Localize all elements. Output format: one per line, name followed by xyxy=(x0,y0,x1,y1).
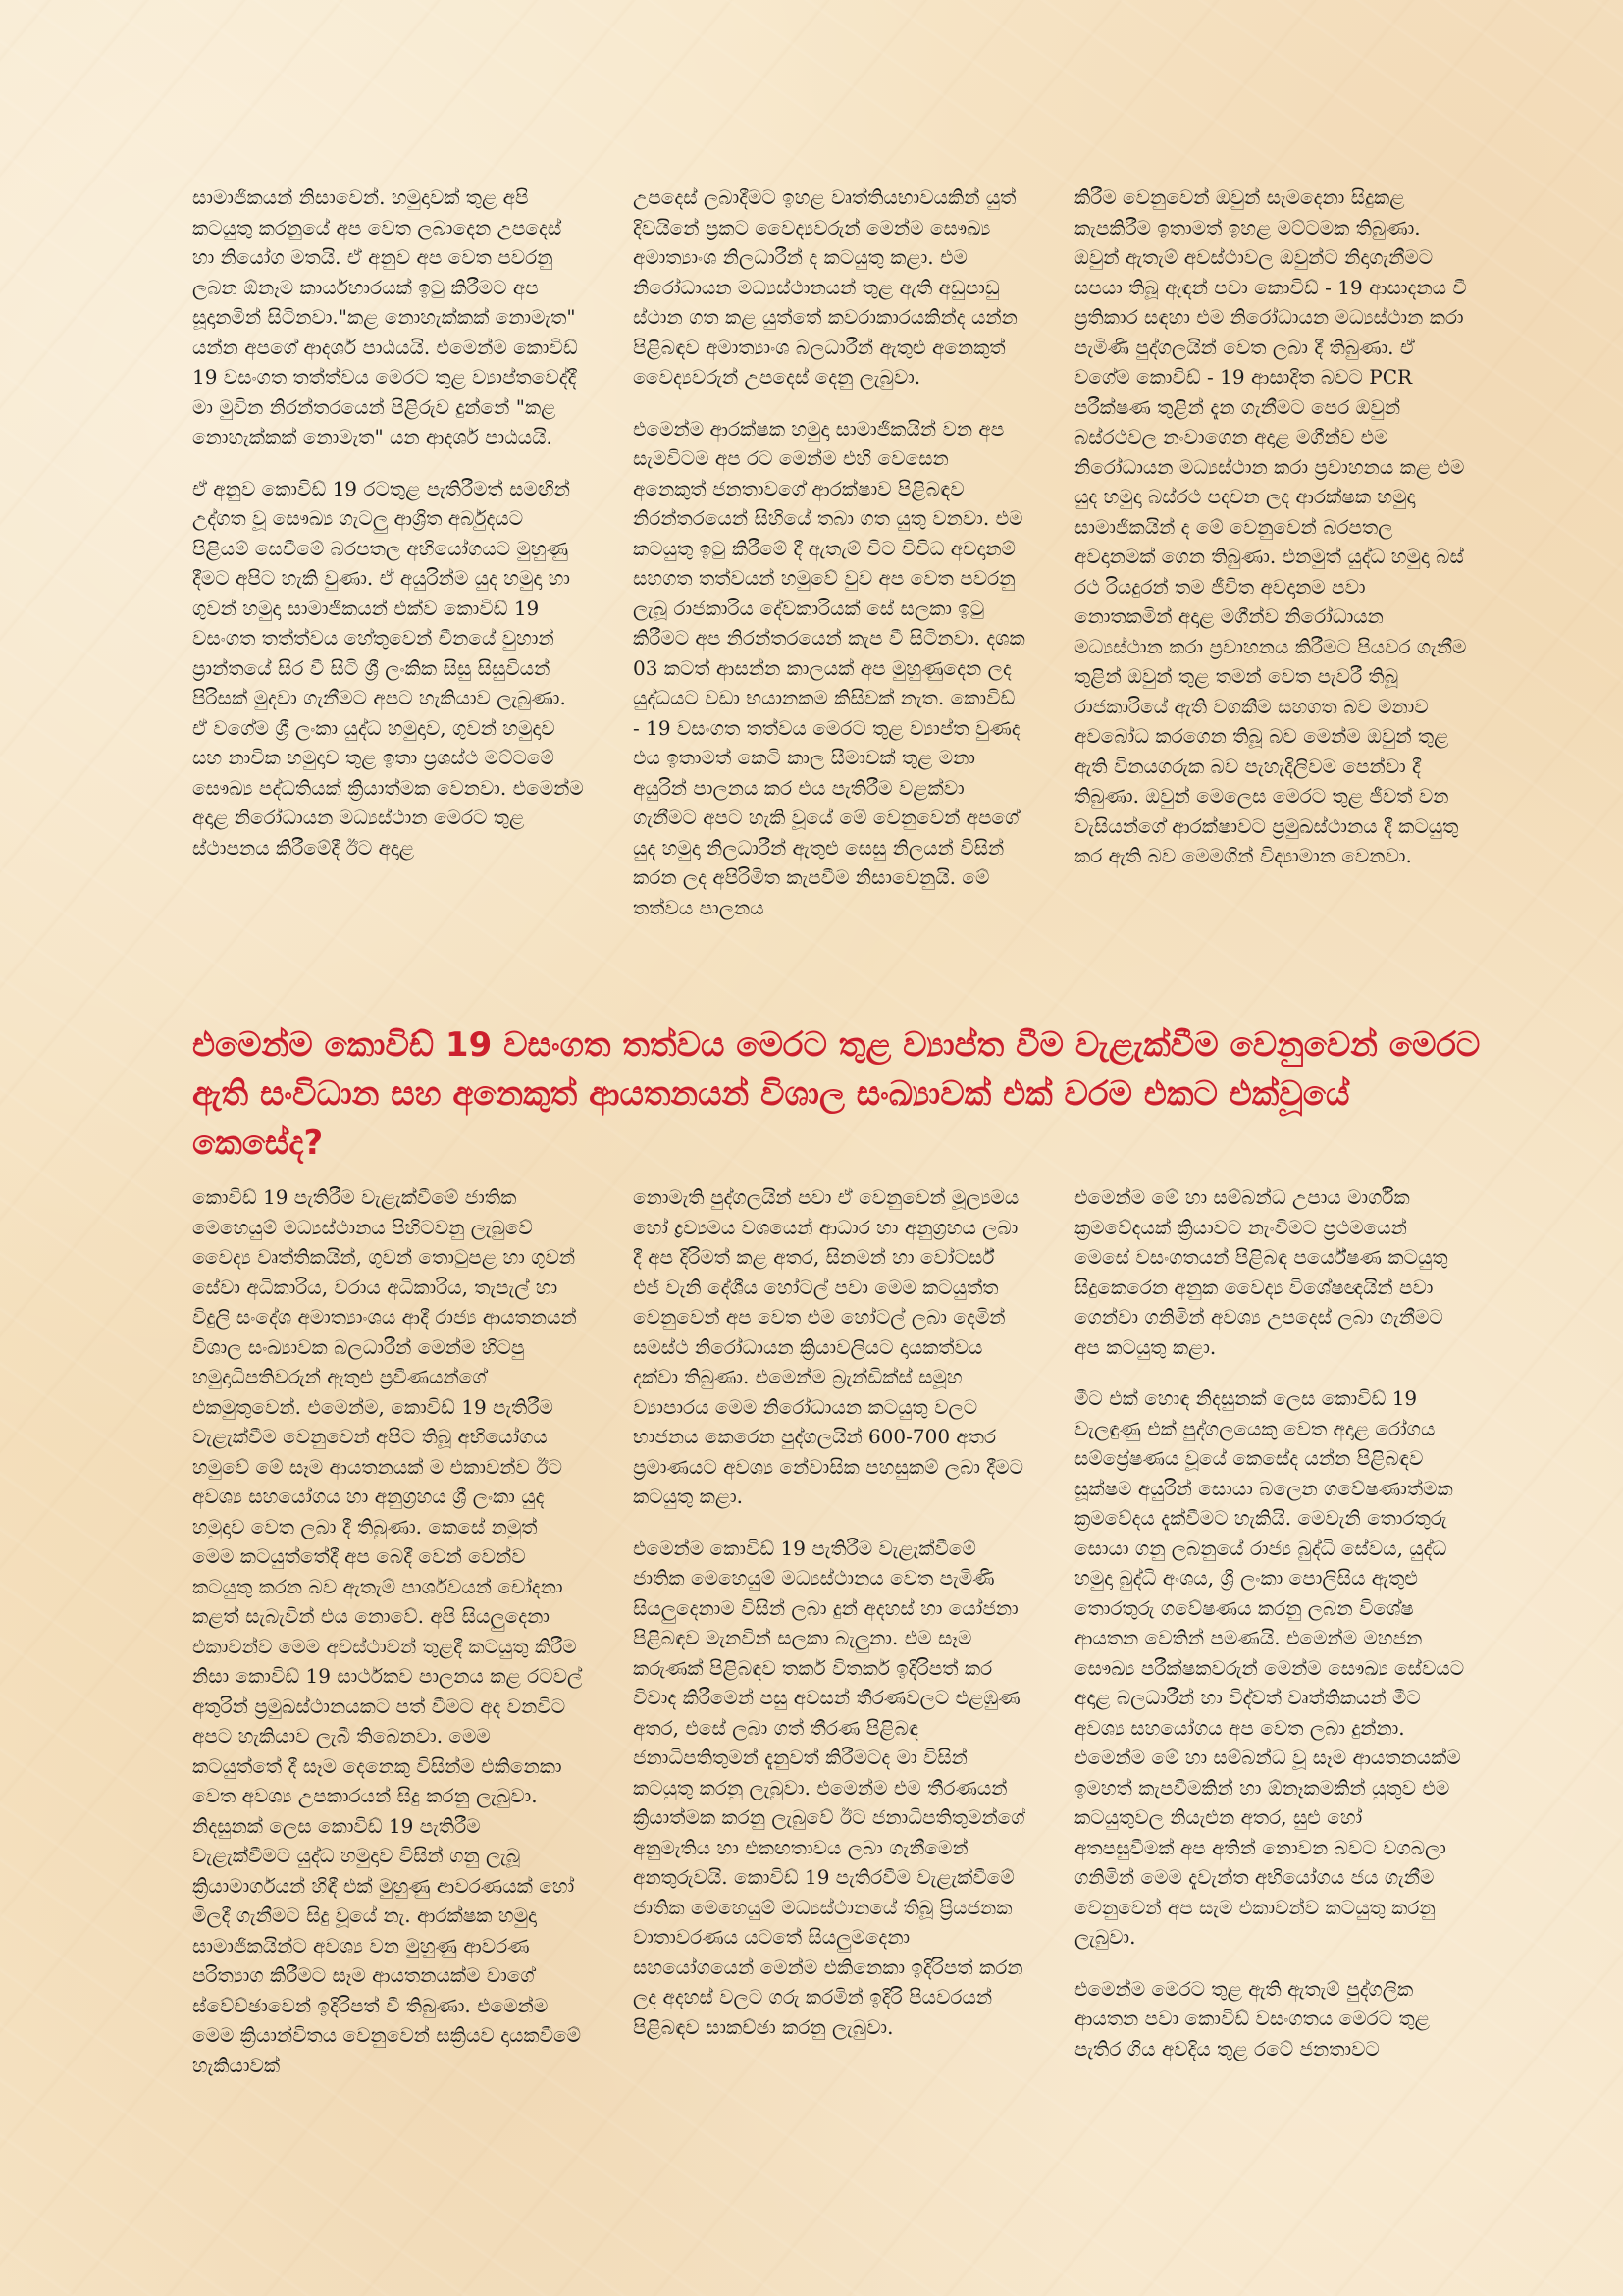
paragraph: උපදෙස් ලබාදීමට ඉහළ වෘත්තියභාවයකින් යුත් දිවයිනේ ප්‍රකට වෛද්‍යවරුන් මෙන්ම සෞඛ්‍ය අමාත්‍යාංශ නිලධාරීන් ද කටයුතු කළා. එම නිරෝධායන මධ්‍යස්ථානයන් තුළ ඇති අඩුපාඩු ස්ථාන ගත කළ යුත්තේ කවරාකාරයකින්ද යන්න පිළිබඳව අමාත්‍යාංශ බලධාරීන් ඇතුළු අනෙකුත් වෛද්‍යවරුන් උපදෙස් දෙනු ලැබුවා. xyxy=(633,185,1018,389)
bottom-column-1 xyxy=(192,1182,585,2164)
top-column-3 xyxy=(1074,183,1467,958)
paragraph: එමෙන්ම මේ හා සම්බන්ධ උපාය මාර්ගික ක්‍රමවේදයක් ක්‍රියාවට නැංවීමට ප්‍රථමයෙන් මෙසේ වසංගතයන් පිළිබඳ පර්යේෂණ කටයුතු සිදුකෙරෙන අනුක වෛද්‍ය විශේෂඥයින් පවා ගෙන්වා ගනිමින් අවශ්‍ය උපදෙස් ලබා ගැනීමට අප කටයුතු කළා. xyxy=(1074,1185,1448,1359)
paragraph: ඒ අනුව කොවිඩ් 19 රටතුළ පැතිරීමත් සමඟින් උද්ගත වූ සෞඛ්‍ය ගැටලු ආශ්‍රිත අර්බුදයට පිළියම් සෙවීමේ බරපතල අභියෝගයට මුහුණු දීමට අපිට හැකි වුණා. ඒ අයුරින්ම යුද හමුදා හා ගුවන් හමුදා සාමාජිකයන් එක්ව කොවිඩ් 19 වසංගත තත්ත්වය හේතුවෙන් චීනයේ වුහාන් ප්‍රාන්තයේ සිර වී සිටි ශ්‍රී ලංකික සිසු සිසුවියන් පිරිසක් මුදවා ගැනීමට අපට හැකියාව ලැබුණා. ඒ වගේම ශ්‍රී ලංකා යුද්ධ හමුදාව, ගුවන් හමුදාව සහ නාවික හමුදාව තුළ ඉතා ප්‍රශස්ථ මට්ටමේ සෞඛ්‍ය පද්ධතියක් ක්‍රියාත්මක වෙනවා. එමෙන්ම අදාළ නිරෝධායන මධ්‍යස්ථාන මෙරට තුළ ස්ථාපනය කිරීමේදී ඊට අදාළ xyxy=(192,476,584,860)
bottom-column-2 xyxy=(633,1182,1025,2164)
paragraph: මීට එක් හොඳ නිදසුනක් ලෙස කොවිඩ් 19 වැලඳුණු එක් පුද්ගලයෙකු වෙත අදාළ රෝගය සම්ප්‍රේෂණය වූයේ කෙසේද යන්න පිළිබඳව සූක්ෂම අයුරින් සොයා බලෙන ගවේෂණාත්මක ක්‍රමවේදය දැක්වීමට හැකියි. මෙවැනි තොරතුරු සොයා ගනු ලබනුයේ රාජ්‍ය බුද්ධි සේවය, යුද්ධ හමුදා බුද්ධි අංශය, ශ්‍රී ලංකා පොලිසිය ඇතුළු තොරතුරු ගවේෂණය කරනු ලබන විශේෂ ආයතන වෙතින් පමණයි. එමෙන්ම මහජන සෞඛ්‍ය පරීක්ෂකවරුන් මෙන්ම සෞඛ්‍ය සේවයට අදාළ බලධාරීන් හා විද්වත් වෘත්තිකයන් මීට අවශ්‍ය සහයෝගය අප වෙත ලබා දුන්නා. එමෙන්ම මේ හා සම්බන්ධ වූ සෑම ආයතනයක්ම ඉමහත් කැපවීමකින් හා ඕනෑකමකින් යුතුව එම කටයුතුවල නියැළුන අතර, සුළු හෝ අතපසුවීමක් අප අතින් නොවන බවට වගබලා ගනිමින් මෙම දැවැන්ත අභියෝගය ජය ගැනීම වෙනුවෙන් අප සැම එකාවන්ව කටයුතු කරනු ලැබුවා. xyxy=(1074,1386,1465,1949)
paragraph: එමෙන්ම ආරක්ෂක හමුදා සාමාජිකයින් වන අප සැමවිටම අප රට මෙන්ම එහි වෙසෙන අනෙකුත් ජනතාවගේ ආරක්ෂාව පිළිබඳව නිරන්තරයෙන් සිහියේ තබා ගත යුතු වනවා. එම කටයුතු ඉටු කිරීමේ දී ඇතැම් විට විවිධ අවදානම් සහගත තත්වයන් හමුවේ වුව අප වෙත පවරනු ලැබූ රාජකාරිය දේවකාරියක් සේ සලකා ඉටු කිරීමට අප නිරන්තරයෙන් කැප වී සිටිනවා. දශක 03 කටත් ආසන්න කාලයක් අප මුහුණුදෙන ලද යුද්ධයට වඩා භයානකම කිසිවක් නැත. කොවිඩ් - 19 වසංගත තත්වය මෙරට තුළ ව්‍යාප්ත වුණද එය ඉතාමත් කෙටි කාල සීමාවක් තුළ මනා අයුරින් පාලනය කර එය පැතිරීම වළක්වා ගැනීමට අපට හැකි වූයේ මේ වෙනුවෙන් අපගේ යුද හමුදා නිලධාරීන් ඇතුළු සෙසු නිලයන් විසින් කරන ලද අපිරිමිත කැපවීම නිසාවෙනුයි. මේ තත්වය පාලනය xyxy=(633,416,1025,919)
paragraph: එමෙන්ම කොවිඩ් 19 පැතිරීම වැළැක්වීමේ ජාතික මෙහෙයුම් මධ්‍යස්ථානය වෙත පැමිණි සියලුදෙනාම විසින් ලබා දුන් අදහස් හා යෝජනා පිළිබඳව මැනවින් සලකා බැලුනා. එම සෑම කරුණක් පිළිබඳව තර්ක විතර්ක ඉදිරිපත් කර විවාද කිරීමෙන් පසු අවසන් තීරණවලට එළඹුණ අතර, එසේ ලබා ගත් තීරණ පිළිබඳ ජනාධිපතිතුමන් දැනුවත් කිරීමටද මා විසින් කටයුතු කරනු ලැබුවා. එමෙන්ම එම තීරණයන් ක්‍රියාත්මක කරනු ලැබුවේ ඊට ජනාධිපතිතුමන්ගේ අනුමැතිය හා එකඟතාවය ලබා ගැනීමෙන් අනතුරුවයි. කොවිඩ් 19 පැතිරවීම වැළැක්වීමේ ජාතික මෙහෙයුම් මධ්‍යස්ථානයේ තිබූ ප්‍රියජනක වාතාවරණය යටතේ සියලුමදෙනා සහයෝගයෙන් මෙන්ම එකිනෙකා ඉදිරිපත් කරන ලද අදහස් වලට ගරු කරමින් ඉදිරි පියවරයන් පිළිබඳව සාකච්ඡා කරනු ලැබුවා. xyxy=(633,1536,1025,2039)
top-column-1 xyxy=(192,183,585,977)
paragraph: කොවිඩ් 19 පැතිරීම වැළැක්වීමේ ජාතික මෙහෙයුම් මධ්‍යස්ථානය පිහිටවනු ලැබුවේ වෛද්‍ය වෘත්තිකයින්, ගුවන් තොටුපළ හා ගුවන් සේවා අධිකාරිය, වරාය අධිකාරිය, තැපැල් හා විදුලි සංදේශ අමාත්‍යාංශය ආදී රාජ්‍ය ආයතනයන් විශාල සංඛ්‍යාවක බලධාරීන් මෙන්ම හිටපු හමුදාධිපතිවරුන් ඇතුළු ප්‍රවීණයන්ගේ එකමුතුවෙන්. එමෙන්ම, කොවිඩ් 19 පැතිරීම වැළැක්වීම වෙනුවෙන් අපිට තිබූ අභියෝගය හමුවේ මේ සෑම ආයතනයක් ම එකාවන්ව ඊට අවශ්‍ය සහයෝගය හා අනුග්‍රහය ශ්‍රී ලංකා යුද හමුදාව වෙත ලබා දී තිබුණා. කෙසේ නමුත් මෙම කටයුත්තේදී අප බෙදී වෙන් වෙන්ව කටයුතු කරන බව ඇතැම් පාර්ශවයන් චෝදනා කළත් සැබැවින් එය නොවේ. අපි සියලුදෙනා එකාවන්ව මෙම අවස්ථාවන් තුළදී කටයුතු කිරීම නිසා කොවිඩ් 19 සාර්ථකව පාලනය කළ රටවල් අතුරින් ප්‍රමුඛස්ථානයකට පත් වීමට අද වනවිට අපට හැකියාව ලැබී තිබෙනවා. මෙම කටයුත්තේ දී සෑම දෙනෙකු විසින්ම එකිනෙකා වෙත අවශ්‍ය උපකාරයන් සිදු කරනු ලැබුවා. නිදසුනක් ලෙස කොවිඩ් 19 පැතිරීම වැළැක්වීමට යුද්ධ හමුදාව විසින් ගනු ලැබූ ක්‍රියාමාර්ගයන් හිඳී එක් මුහුණු ආවරණයක් හෝ මිලදී ගැනීමට සිදු වූයේ නැ. ආරක්ෂක හමුදා සාමාජිකයින්ට අවශ්‍ය වන මුහුණු ආවරණ පරිත්‍යාග කිරීමට සෑම ආයතනයක්ම වාගේ ස්වේච්ඡාවෙන් ඉදිරිපත් වී තිබුණා. එමෙන්ම මෙම ක්‍රියාන්විතය වෙනුවෙන් සක්‍රියව දායකවීමේ හැකියාවක් xyxy=(192,1185,583,2077)
paragraph: නොමැති පුද්ගලයින් පවා ඒ වෙනුවෙන් මූල්‍යමය හෝ ද්‍රව්‍යමය වශයෙන් ආධාර හා අනුග්‍රහය ලබා දී අප දිරිමත් කළ අතර, සිනමන් හා වෝටර්ස් එජ් වැනි දේශීය හෝටල් පවා මෙම කටයුත්ත වෙනුවෙන් අප වෙත එම හෝටල් ලබා දෙමින් සමස්ථ නිරෝධායන ක්‍රියාවලියට දායකත්වය දක්වා තිබුණා. එමෙන්ම බ්‍රැන්ඩික්ස් සමූහ ව්‍යාපාරය මෙම නිරෝධායන කටයුතු වලට භාජනය කෙරෙන පුද්ගලයින් 600-700 අතර ප්‍රමාණයට අවශ්‍ය නේවාසික පහසුකම් ලබා දීමට කටයුතු කළා. xyxy=(633,1185,1023,1508)
paragraph: එමෙන්ම මෙරට තුළ ඇති ඇතැම් පුද්ගලික ආයතන පවා කොවිඩ් වසංගතය මෙරට තුළ පැතිර ගිය අවදිය තුළ රටේ ජනතාවට xyxy=(1074,1976,1430,2061)
paragraph: කිරීම වෙනුවෙන් ඔවුන් සැමදෙනා සිදුකළ කැපකිරීම ඉතාමත් ඉහළ මට්ටමක තිබුණා. ඔවුන් ඇතැම් අවස්ථාවල ඔවුන්ට නිදාගැනීමට සපයා තිබූ ඇඳන් පවා කොවිඩ් - 19 ආසාදනය වී ප්‍රතිකාර සඳහා එම නිරෝධායන මධ්‍යස්ථාන කරා පැමිණි පුද්ගලයින් වෙත ලබා දී තිබුණා. ඒ වගේම කොවිඩ් - 19 ආසාදිත බවට PCR පරීක්ෂණ තුළින් දැන ගැනීමට පෙර ඔවුන් බස්රථවල නංවාගෙන අදාළ මගීන්ව එම නිරෝධායන මධ්‍යස්ථාන කරා ප්‍රවාහනය කළ එම යුද හමුදා බස්රථ පදවන ලද ආරක්ෂක හමුදා සාමාජිකයින් ද මේ වෙනුවෙන් බරපතල අවදානමක් ගෙන තිබුණා. එනමුත් යුද්ධ හමුදා බස් රථ රියදුරන් තම ජීවිත අවදානම පවා නොතකමින් අදාළ මගීන්ව නිරෝධායන මධ්‍යස්ථාන කරා ප්‍රවාහනය කිරීමට පියවර ගැනීම තුළින් ඔවුන් තුළ තමන් වෙත පැවරී තිබූ රාජකාරියේ ඇති වගකීම සහගත බව මනාව අවබෝධ කරගෙන තිබූ බව මෙන්ම ඔවුන් තුළ ඇති විනයගරුක බව පැහැදිලිවම පෙන්වා දී තිබුණා. ඔවුන් මෙලෙස මෙරට තුළ ජීවත් වන වැසියන්ගේ ආරක්ෂාවට ප්‍රමුඛස්ථානය දී කටයුතු කර ඇති බව මෙමගින් විද්‍යාමාන වෙනවා. xyxy=(1074,185,1467,867)
bottom-column-3 xyxy=(1074,1182,1467,2164)
section-heading: එමෙන්ම කොවිඩ් 19 වසංගත තත්වය මෙරට තුළ ව්‍යාප්ත වීම වැළැක්වීම වෙනුවෙන් මෙරට ඇති සංවිධාන සහ අනෙකුත් ආයතනයන් විශාල සංඛ්‍යාවක් එක් වරම එකට එක්වූයේ කෙසේද? xyxy=(192,1025,1481,1163)
top-column-2 xyxy=(633,183,1025,977)
paragraph: සාමාජිකයන් නිසාවෙන්. හමුදාවක් තුළ අපි කටයුතු කරනුයේ අප වෙත ලබාදෙන උපදෙස් හා නියෝග මතයි. ඒ අනුව අප වෙත පවරනු ලබන ඕනෑම කාර්යභාරයක් ඉටු කිරීමට අප සූදානමින් සිටිනවා."කළ නොහැක්කක් නොමැත" යන්න අපගේ ආදර්ශ පාඨයයි. එමෙන්ම කොවිඩ් 19 වසංගත තත්ත්වය මෙරට තුළ ව්‍යාප්තවෙද්දී මා මුවින නිරන්තරයෙන් පිළිරුව දුන්නේ "කළ නොහැක්කක් නොමැත" යන ආදර්ශ පාඨයයි. xyxy=(192,185,578,448)
